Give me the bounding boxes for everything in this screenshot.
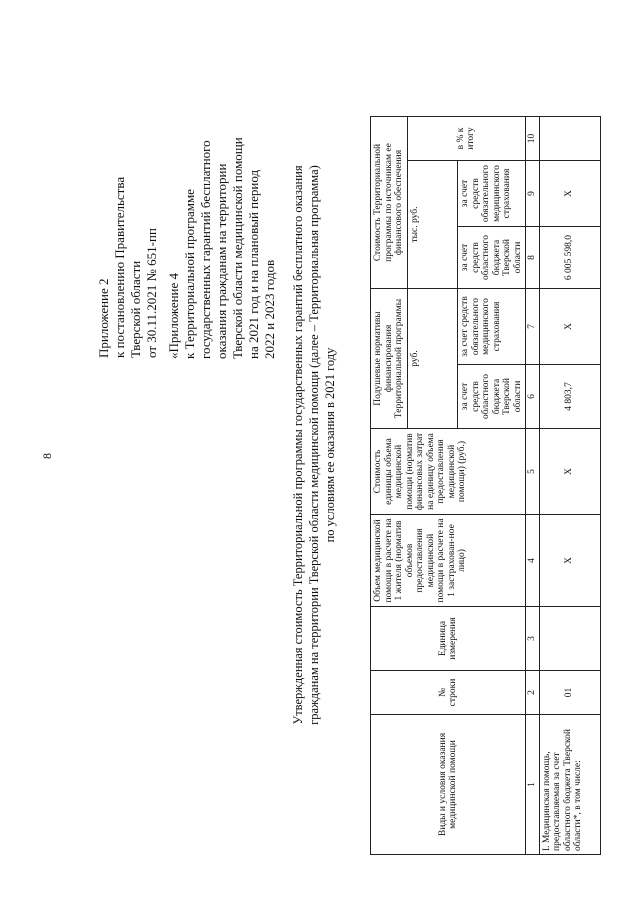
- header-row-number: № строки: [371, 671, 526, 715]
- quoted-appendix-line: Тверской области медицинской помощи: [230, 137, 245, 359]
- appendix-line: от 30.11.2021 № 651-пп: [144, 228, 159, 358]
- quoted-appendix-line: на 2021 год и на плановый период: [246, 169, 261, 359]
- appendix-line: к постановлению Правительства: [112, 176, 127, 358]
- row-cost-budget: 6 005 598,0: [539, 227, 600, 289]
- appendix-line: Тверской области: [128, 260, 143, 358]
- column-number: 1: [526, 715, 540, 855]
- column-number: 7: [526, 289, 540, 365]
- quoted-appendix-line: оказания гражданам на территории: [214, 163, 229, 359]
- quoted-appendix-line: к Территориальной программе: [182, 189, 197, 359]
- row-name: I. Медицинская помощь, предоставляемая за счет областного бюджета Тверской области*, в том числе:: [539, 715, 600, 855]
- column-number: 9: [526, 161, 540, 227]
- column-number: 4: [526, 515, 540, 607]
- header-volume: Объем медицинской помощи в расчете на 1 жителя (норматив объемов предоставления медицинской помощи в расчете на 1 застрахован-ное лицо): [371, 515, 526, 607]
- column-number: 6: [526, 365, 540, 429]
- appendix-header: [96, 38, 160, 358]
- column-number: 8: [526, 227, 540, 289]
- header-program-cost: Стоимость Территориальной программы по источникам ее финансового обеспечения: [371, 117, 408, 289]
- row-number: 01: [539, 671, 600, 715]
- header-oms-2: за счет средств обязательного медицинского страхования: [458, 161, 526, 227]
- title-line: гражданам на территории Тверской области медицинской помощи (далее – Территориальная программа): [307, 165, 321, 725]
- row-per-capita-oms: Х: [539, 289, 600, 365]
- header-kinds: Виды и условия оказания медицинской помощи: [371, 715, 526, 855]
- header-unit-cost: Стоимость единицы объема медицинской помощи (норматив финансовых затрат на единицу объема предоставления медицинской помощи) (руб.): [371, 429, 526, 515]
- header-regional-budget-2: за счет средств областного бюджета Тверской области: [458, 227, 526, 289]
- column-number-row: [526, 117, 540, 855]
- table-row: [539, 117, 600, 855]
- row-volume: Х: [539, 515, 600, 607]
- document-title: [290, 85, 338, 805]
- header-percent: в % к итогу: [407, 117, 526, 161]
- header-oms: за счет средств обязательного медицинского страхования: [458, 289, 526, 365]
- quoted-appendix-header: [166, 19, 278, 359]
- quoted-appendix-line: государственных гарантий бесплатного: [198, 140, 213, 359]
- header-rub: руб.: [407, 289, 458, 429]
- page-number: 8: [40, 453, 54, 459]
- column-number: 2: [526, 671, 540, 715]
- row-cost-oms: Х: [539, 161, 600, 227]
- row-unit-cost: Х: [539, 429, 600, 515]
- header-thous-rub: тыс. руб.: [407, 161, 458, 289]
- header-unit: Единица измерения: [371, 607, 526, 671]
- column-number: 5: [526, 429, 540, 515]
- quoted-appendix-line: «Приложение 4: [166, 272, 181, 359]
- cost-table: [370, 116, 601, 855]
- row-unit: [539, 607, 600, 671]
- row-percent: [539, 117, 600, 161]
- row-per-capita-budget: 4 803,7: [539, 365, 600, 429]
- header-row: [371, 117, 408, 855]
- header-per-capita: Подушевые нормативы финансирования Территориальной программы: [371, 289, 408, 429]
- quoted-appendix-line: 2022 и 2023 годов: [262, 259, 277, 359]
- column-number: 10: [526, 117, 540, 161]
- title-line: по условиям ее оказания в 2021 году: [323, 347, 337, 543]
- header-regional-budget: за счет средств областного бюджета Тверской области: [458, 365, 526, 429]
- title-line: Утвержденная стоимость Территориальной программы государственных гарантий бесплатного оказания: [291, 165, 305, 725]
- appendix-line: Приложение 2: [96, 278, 111, 358]
- column-number: 3: [526, 607, 540, 671]
